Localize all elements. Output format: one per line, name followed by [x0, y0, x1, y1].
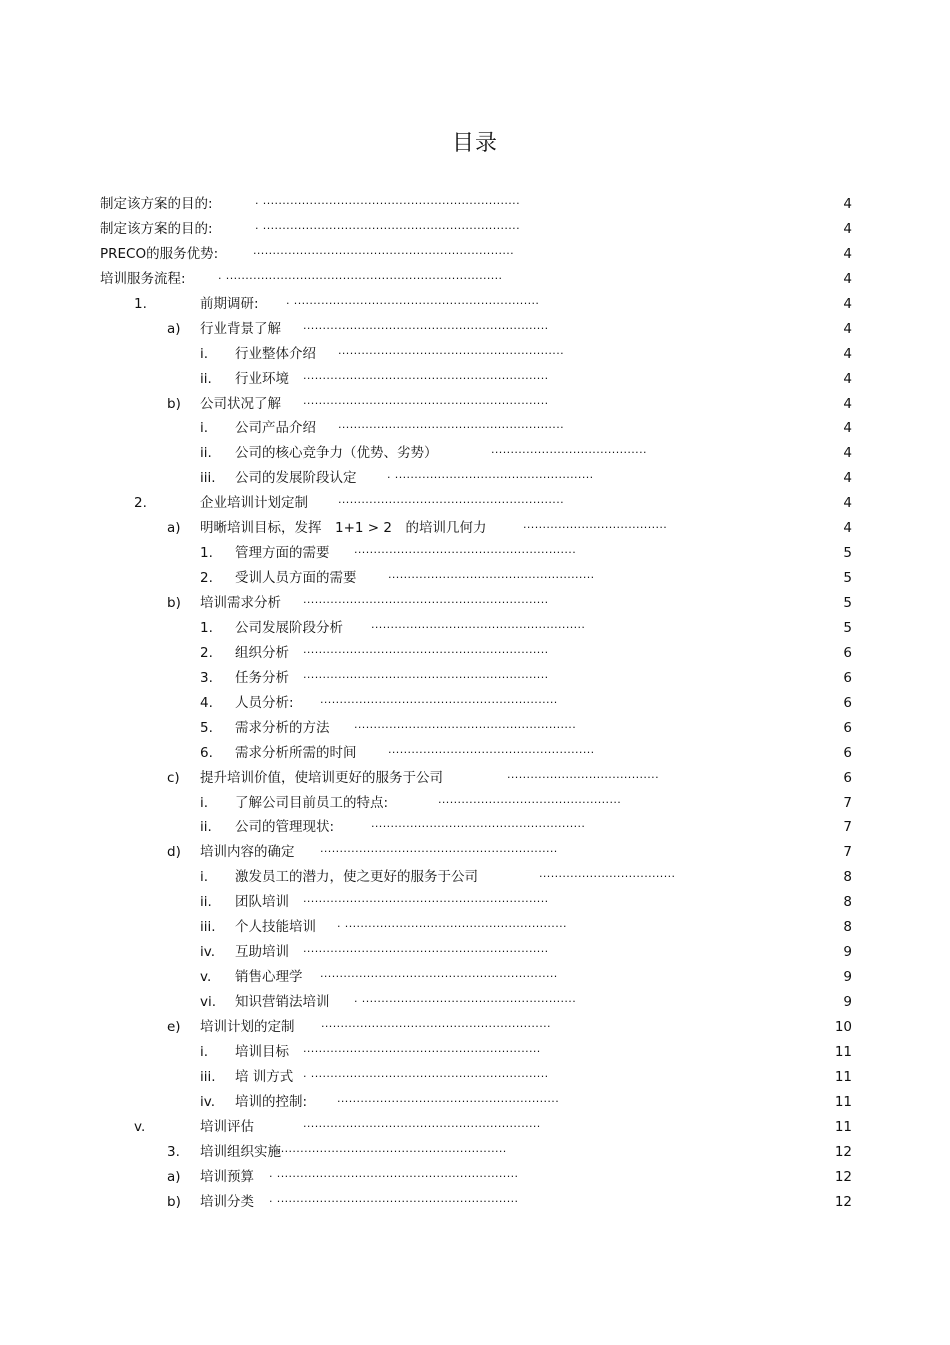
toc-entry-leader-dots: ............................................................. [320, 692, 558, 706]
toc-entry-page-number: 4 [843, 420, 852, 437]
toc-entry-page-number: 4 [843, 520, 852, 537]
toc-entry-leader-dots: ............................................................. [320, 967, 558, 981]
toc-entry-label: 了解公司目前员工的特点: [235, 794, 389, 811]
toc-entry-number: 2. [200, 570, 213, 587]
toc-entry-page-number: 6 [843, 644, 852, 661]
toc-entry-page-number: 9 [843, 969, 852, 986]
toc-entry-page-number: 9 [843, 994, 852, 1010]
toc-entry-number: b) [167, 595, 181, 611]
toc-entry-label: 培训服务流程: [100, 270, 186, 287]
toc-entry-page-number: 12 [834, 1168, 852, 1185]
toc-entry-leader-dots: ..................................................... [388, 568, 595, 582]
toc-entry-page-number: 7 [843, 844, 852, 861]
toc-entry-page-number: 6 [843, 694, 852, 711]
toc-entry-number: iii. [200, 1068, 216, 1085]
toc-entry-number: ii. [200, 819, 212, 836]
toc-entry-label: 提升培训价值，使培训更好的服务于公司 [200, 769, 443, 786]
toc-entry-leader-dots: ............................................................... [303, 318, 549, 332]
toc-entry-label: 公司的管理现状: [235, 819, 335, 836]
toc-entry-leader-dots: ....................................... [507, 767, 659, 781]
toc-entry-number: ii. [200, 445, 212, 462]
toc-entry-leader-dots: ............................................................... [303, 892, 549, 906]
toc-entry-label: PRECO的服务优势: [100, 245, 219, 262]
toc-entry-number: v. [134, 1118, 146, 1135]
toc-entry-number: i. [200, 345, 209, 362]
toc-entry-leader-dots: .......................................................... [338, 343, 565, 357]
toc-entry-label: 个人技能培训 [235, 919, 316, 936]
toc-entry-label: 管理方面的需要 [235, 545, 330, 562]
toc-entry-leader-dots: ....................................................... [371, 817, 586, 831]
toc-entry-label: 公司状况了解 [200, 395, 281, 412]
toc-entry-page-number: 8 [843, 869, 852, 886]
toc-entry-number: a) [167, 520, 181, 537]
toc-entry-label: 行业环境 [235, 370, 289, 387]
toc-entry-number: i. [200, 794, 209, 811]
toc-entry-label: 行业背景了解 [200, 320, 281, 337]
toc-entry-label: 公司的核心竞争力（优势、劣势） [235, 445, 438, 462]
toc-entry-number: iii. [200, 919, 216, 936]
toc-entry-label: 培训预算 [200, 1168, 254, 1185]
toc-title: 目录 [451, 131, 498, 156]
toc-entry-leader-dots: ................................................................... [253, 243, 515, 257]
toc-entry-page-number: 4 [843, 270, 852, 287]
toc-entry-page-number: 4 [843, 220, 852, 237]
toc-entry-leader-dots: ............................................................. [303, 1116, 541, 1130]
toc-entry-leader-dots: ......................................................... [354, 717, 577, 731]
toc-entry-leader-dots: . ....................................................... [354, 992, 577, 1005]
toc-entry-page-number: 4 [843, 370, 852, 387]
toc-entry-page-number: 4 [843, 245, 852, 262]
toc-entry-page-number: 5 [843, 595, 852, 611]
toc-entry-page-number: 11 [834, 1043, 852, 1060]
toc-entry-leader-dots: ........................................ [491, 443, 647, 457]
toc-entry-page-number: 4 [843, 196, 852, 212]
toc-entry-page-number: 6 [843, 769, 852, 786]
toc-entry-label: 知识营销法培训 [235, 994, 330, 1010]
toc-entry-page-number: 5 [843, 545, 852, 562]
toc-entry-page-number: 4 [843, 470, 852, 487]
toc-entry-number: i. [200, 1043, 209, 1060]
toc-entry-number: i. [200, 420, 209, 437]
toc-entry-number: e) [167, 1018, 181, 1035]
toc-entry-label: 培训需求分析 [200, 595, 281, 611]
toc-list [100, 192, 852, 1214]
toc-entry-leader-dots: ........................................................... [321, 1016, 551, 1030]
toc-entry-number: ii. [200, 370, 212, 387]
toc-entry-leader-dots: ....................................................... [371, 617, 586, 631]
toc-entry-number: vi. [200, 994, 217, 1010]
toc-entry-leader-dots: . .................................................................. [255, 218, 520, 232]
toc-entry-leader-dots: ............................................................... [303, 642, 549, 656]
toc-entry-10[interactable] [100, 416, 852, 441]
toc-entry-label: 制定该方案的目的: [100, 196, 213, 212]
toc-entry-number: c) [167, 769, 180, 786]
toc-entry-number: a) [167, 1168, 181, 1185]
toc-entry-page-number: 8 [843, 894, 852, 911]
toc-entry-page-number: 8 [843, 919, 852, 936]
toc-entry-number: a) [167, 320, 181, 337]
toc-entry-number: iv. [200, 1093, 215, 1110]
toc-entry-leader-dots: ................................... [539, 867, 676, 881]
toc-entry-number: d) [167, 844, 181, 861]
toc-entry-leader-dots: .......................................................... [338, 418, 565, 432]
toc-entry-number: v. [200, 969, 212, 986]
toc-entry-number: 1. [134, 295, 147, 312]
toc-entry-page-number: 11 [834, 1118, 852, 1135]
toc-entry-label: 企业培训计划定制 [200, 495, 308, 512]
toc-entry-label: 培 训方式 [235, 1068, 294, 1085]
toc-entry-page-number: 11 [834, 1068, 852, 1085]
toc-entry-label: 激发员工的潜力，使之更好的服务于公司 [235, 869, 478, 886]
toc-entry-leader-dots: . ............................................................... [286, 293, 540, 307]
toc-entry-page-number: 6 [843, 669, 852, 686]
toc-entry-label: 明晰培训目标，发挥 1+1 > 2 的培训几何力 [200, 520, 487, 537]
toc-entry-page-number: 10 [834, 1018, 852, 1035]
toc-entry-label: 任务分析 [235, 669, 289, 686]
toc-entry-label: 公司产品介绍 [235, 420, 316, 437]
toc-entry-number: 3. [200, 669, 213, 686]
toc-entry-leader-dots: ..................................................... [388, 742, 595, 756]
toc-entry-leader-dots: ..................................... [523, 518, 668, 532]
toc-entry-number: 4. [200, 694, 213, 711]
toc-entry-label: 需求分析的方法 [235, 719, 330, 736]
toc-entry-leader-dots: ............................................................. [269, 1141, 507, 1155]
toc-entry-label: 组织分析 [235, 644, 289, 661]
toc-entry-label: 培训目标 [235, 1043, 289, 1060]
toc-entry-label: 团队培训 [235, 894, 289, 911]
toc-entry-leader-dots: . ............................................................. [303, 1066, 549, 1080]
toc-entry-label: 销售心理学 [235, 969, 303, 986]
toc-entry-number: 2. [134, 495, 147, 512]
toc-entry-number: iii. [200, 470, 216, 487]
toc-entry-label: 培训分类 [200, 1193, 254, 1210]
toc-entry-leader-dots: ............................................................. [320, 842, 558, 856]
toc-entry-13[interactable] [100, 491, 852, 516]
toc-entry-label: 前期调研: [200, 295, 259, 312]
toc-entry-page-number: 4 [843, 295, 852, 312]
toc-entry-number: ii. [200, 894, 212, 911]
toc-entry-number: b) [167, 1193, 181, 1210]
toc-entry-page-number: 4 [843, 320, 852, 337]
toc-entry-number: 6. [200, 744, 213, 761]
toc-entry-label: 培训评估 [200, 1118, 254, 1135]
toc-entry-leader-dots: ............................................................... [303, 942, 549, 956]
toc-entry-number: iv. [200, 944, 215, 961]
toc-entry-leader-dots: ............................................... [438, 792, 622, 806]
toc-entry-page-number: 4 [843, 495, 852, 512]
toc-entry-label: 公司的发展阶段认定 [235, 470, 357, 487]
toc-entry-leader-dots: .......................................................... [338, 493, 565, 507]
toc-entry-41[interactable] [100, 1190, 852, 1215]
toc-entry-leader-dots: ............................................................... [303, 593, 549, 606]
toc-entry-page-number: 5 [843, 619, 852, 636]
toc-entry-label: 培训的控制: [235, 1093, 308, 1110]
toc-entry-page-number: 5 [843, 570, 852, 587]
toc-entry-label: 培训组织实施 [200, 1143, 281, 1160]
toc-entry-leader-dots: . ....................................................................... [218, 268, 503, 282]
toc-entry-page-number: 4 [843, 395, 852, 412]
toc-entry-leader-dots: . ......................................................... [337, 917, 567, 931]
toc-entry-27[interactable] [100, 840, 852, 865]
toc-entry-number: 1. [200, 619, 213, 636]
toc-entry-23[interactable] [100, 741, 852, 766]
toc-entry-page-number: 11 [834, 1093, 852, 1110]
toc-entry-number: b) [167, 395, 181, 412]
toc-entry-number: 3. [167, 1143, 180, 1160]
toc-entry-label: 互助培训 [235, 944, 289, 961]
toc-entry-label: 需求分析所需的时间 [235, 744, 357, 761]
toc-entry-leader-dots: ............................................................... [303, 368, 549, 382]
toc-entry-leader-dots: . .............................................................. [269, 1191, 519, 1205]
toc-entry-number: 5. [200, 719, 213, 736]
toc-entry-label: 受训人员方面的需要 [235, 570, 357, 587]
toc-entry-label: 制定该方案的目的: [100, 220, 213, 237]
toc-entry-number: i. [200, 869, 209, 886]
toc-entry-leader-dots: . .................................................................. [255, 194, 520, 207]
toc-entry-page-number: 7 [843, 819, 852, 836]
toc-entry-leader-dots: ............................................................... [303, 393, 549, 407]
toc-entry-leader-dots: ......................................................... [337, 1091, 560, 1105]
toc-entry-label: 培训计划的定制 [200, 1018, 295, 1035]
toc-entry-page-number: 12 [834, 1193, 852, 1210]
toc-entry-page-number: 6 [843, 719, 852, 736]
toc-entry-leader-dots: . ................................................... [387, 468, 594, 482]
toc-entry-number: 1. [200, 545, 213, 562]
toc-entry-page-number: 7 [843, 794, 852, 811]
toc-entry-page-number: 9 [843, 944, 852, 961]
toc-entry-label: 培训内容的确定 [200, 844, 295, 861]
toc-entry-page-number: 4 [843, 445, 852, 462]
toc-entry-label: 行业整体介绍 [235, 345, 316, 362]
toc-entry-label: 公司发展阶段分析 [235, 619, 343, 636]
toc-entry-number: 2. [200, 644, 213, 661]
toc-entry-leader-dots: . .............................................................. [269, 1166, 519, 1180]
toc-entry-leader-dots: ............................................................... [303, 667, 549, 681]
toc-entry-page-number: 4 [843, 345, 852, 362]
toc-entry-page-number: 12 [834, 1143, 852, 1160]
toc-entry-leader-dots: ............................................................. [303, 1041, 541, 1055]
toc-entry-label: 人员分析: [235, 694, 294, 711]
toc-entry-leader-dots: ......................................................... [354, 543, 577, 557]
toc-entry-page-number: 6 [843, 744, 852, 761]
